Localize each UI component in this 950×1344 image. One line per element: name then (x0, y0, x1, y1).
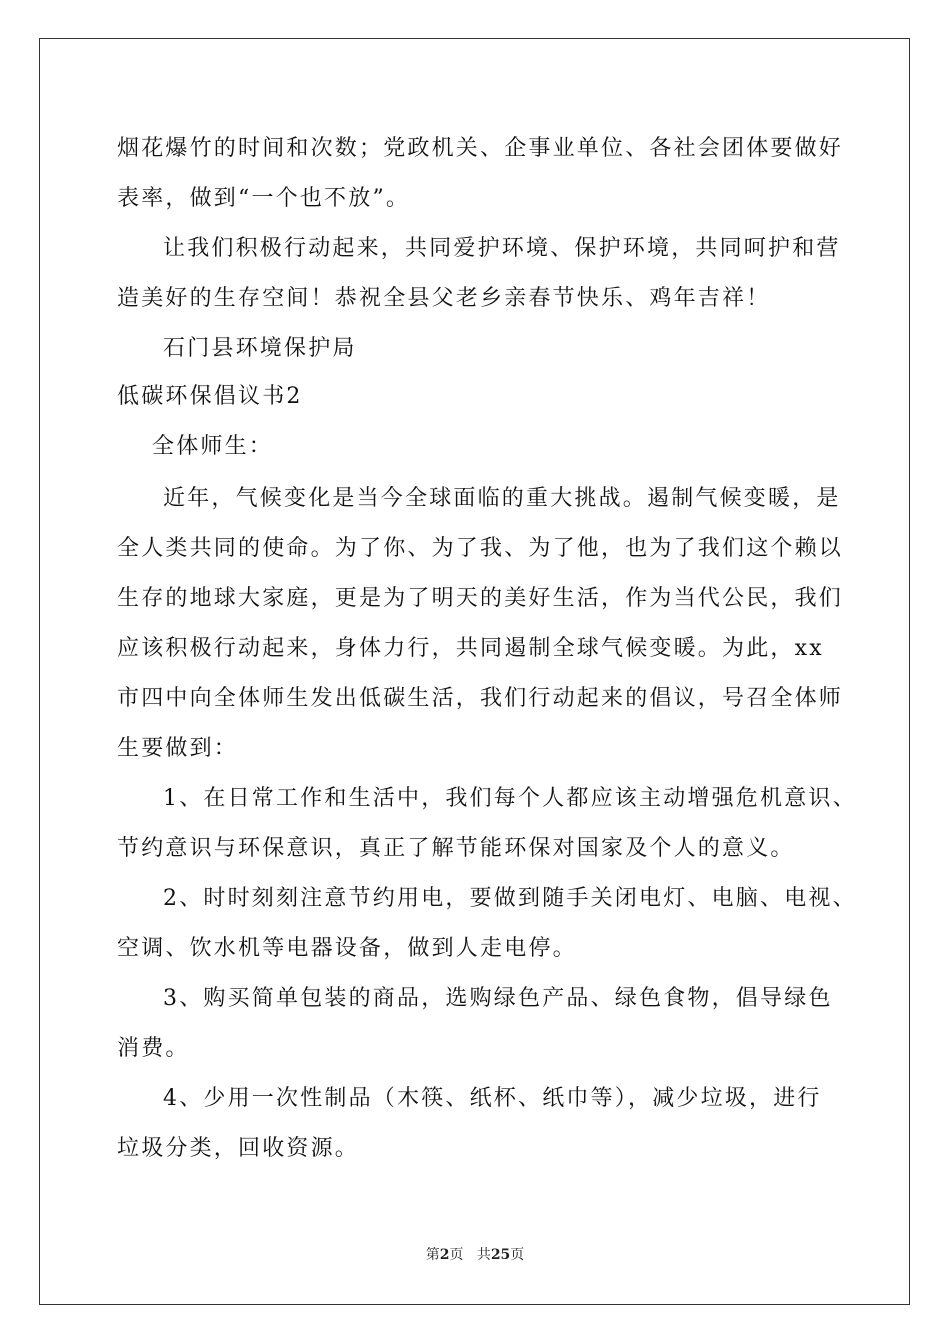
list-item-4: 4、少用一次性制品（木筷、纸杯、纸巾等），减少垃圾，进行 (163, 1086, 822, 1111)
text-line-17: 空调、饮水机等电器设备，做到人走电停。 (117, 936, 577, 961)
total-label-prefix: 共 (476, 1247, 491, 1263)
page-border (39, 38, 910, 1305)
text-line-21: 垃圾分类，回收资源。 (117, 1136, 360, 1161)
signature-organization: 石门县环境保护局 (163, 336, 357, 361)
page-label-suffix: 页 (449, 1247, 464, 1263)
list-item-1: 1、在日常工作和生活中，我们每个人都应该主动增强危机意识、 (163, 786, 857, 811)
list-item-3: 3、购买简单包装的商品，选购绿色产品、绿色食物，倡导绿色 (163, 986, 833, 1011)
salutation: 全体师生： (152, 434, 274, 459)
section-title: 低碳环保倡议书2 (117, 384, 303, 409)
text-line-13: 生要做到： (117, 736, 239, 761)
text-line-15: 节约意识与环保意识，真正了解节能环保对国家及个人的意义。 (117, 836, 795, 861)
text-line-1: 烟花爆竹的时间和次数；党政机关、企事业单位、各社会团体要做好 (117, 136, 844, 161)
paragraph-closing-appeal: 让我们积极行动起来，共同爱护环境、保护环境，共同呵护和营 (163, 236, 841, 261)
text-line-19: 消费。 (117, 1036, 190, 1061)
text-line-12: 市四中向全体师生发出低碳生活，我们行动起来的倡议，号召全体师 (117, 686, 844, 711)
paragraph-intro: 近年，气候变化是当今全球面临的重大挑战。遏制气候变暖，是 (163, 486, 841, 511)
page-footer (0, 1246, 950, 1264)
total-pages: 25 (490, 1247, 511, 1263)
text-line-9: 全人类共同的使命。为了你、为了我、为了他，也为了我们这个赖以 (117, 536, 844, 561)
list-item-2: 2、时时刻刻注意节约用电，要做到随手关闭电灯、电脑、电视、 (163, 886, 857, 911)
text-line-10: 生存的地球大家庭，更是为了明天的美好生活，作为当代公民，我们 (117, 586, 844, 611)
text-line-4: 造美好的生存空间！恭祝全县父老乡亲春节快乐、鸡年吉祥！ (117, 286, 771, 311)
page-label-prefix: 第 (425, 1247, 440, 1263)
page-number: 2 (439, 1247, 450, 1263)
text-line-11: 应该积极行动起来，身体力行，共同遏制全球气候变暖。为此，xx (117, 636, 824, 661)
total-label-suffix: 页 (510, 1247, 525, 1263)
text-line-2: 表率，做到“一个也不放”。 (117, 186, 411, 211)
